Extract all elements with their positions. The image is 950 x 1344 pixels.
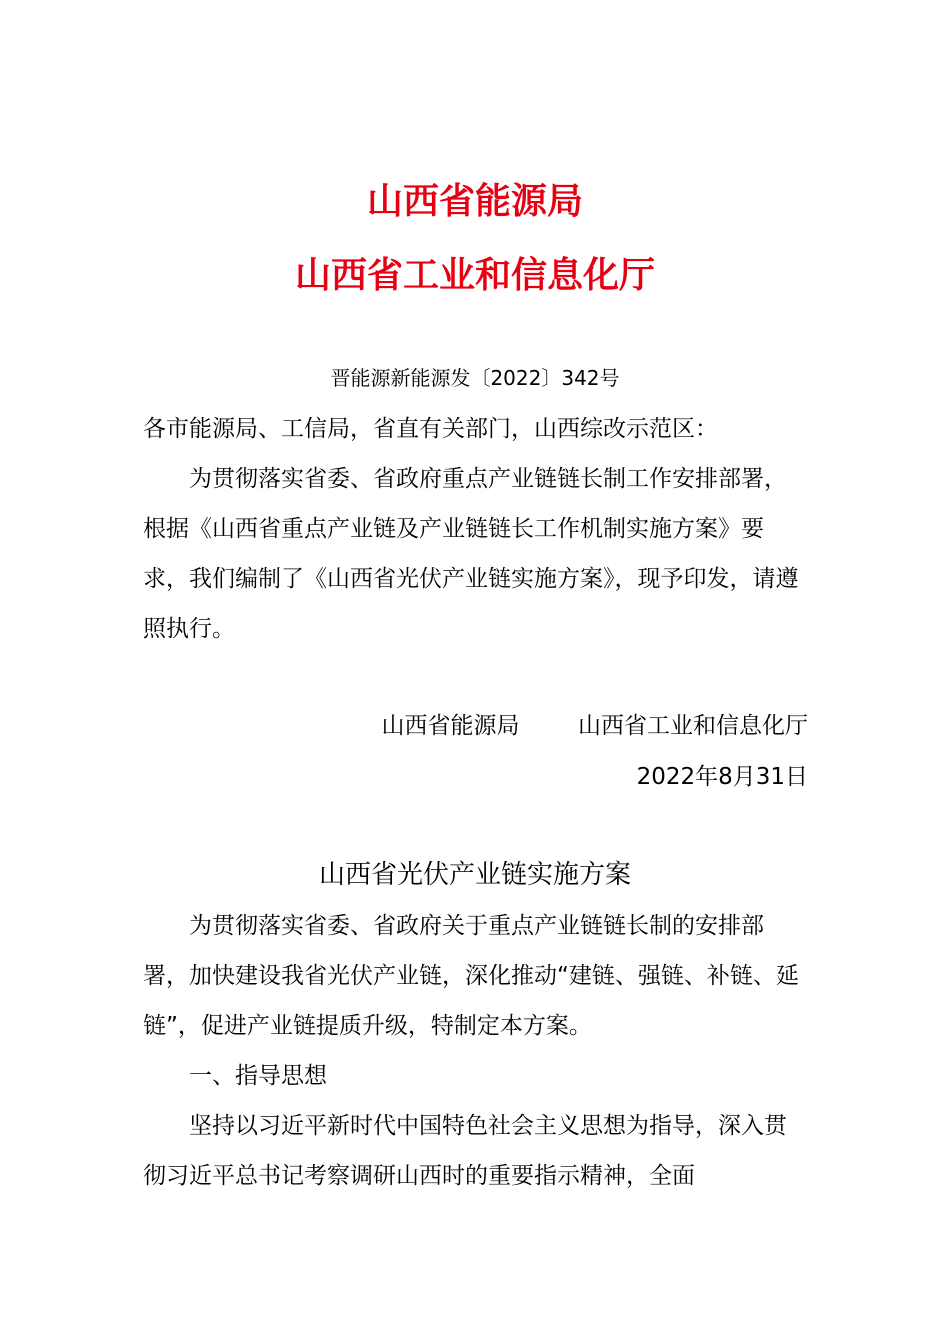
signature-issuers: 山西省能源局 山西省工业和信息化厅: [381, 713, 808, 739]
notice-paragraph: 为贯彻落实省委、省政府重点产业链链长制工作安排部署，根据《山西省重点产业链及产业链链长工作机制实施方案》要求，我们编制了《山西省光伏产业链实施方案》，现予印发，请遵照执行。: [143, 466, 799, 642]
section-1-paragraph: 坚持以习近平新时代中国特色社会主义思想为指导，深入贯彻习近平总书记考察调研山西时的重要指示精神，全面: [143, 1113, 787, 1189]
section-heading-guiding-ideology: 一、指导思想: [189, 1063, 327, 1089]
document-number: 晋能源新能源发〔2022〕342号: [330, 366, 620, 390]
issuer-title-energy-bureau: 山西省能源局: [366, 181, 583, 222]
plan-title: 山西省光伏产业链实施方案: [318, 860, 631, 890]
plan-intro-paragraph: 为贯彻落实省委、省政府关于重点产业链链长制的安排部署，加快建设我省光伏产业链，深化推动“建链、强链、补链、延链”，促进产业链提质升级，特制定本方案。: [143, 913, 799, 1039]
issuer-title-industry-department: 山西省工业和信息化厅: [294, 255, 655, 296]
signature-date: 2022年8月31日: [636, 764, 808, 790]
addressee-line: 各市能源局、工信局，省直有关部门，山西综改示范区：: [143, 416, 718, 442]
